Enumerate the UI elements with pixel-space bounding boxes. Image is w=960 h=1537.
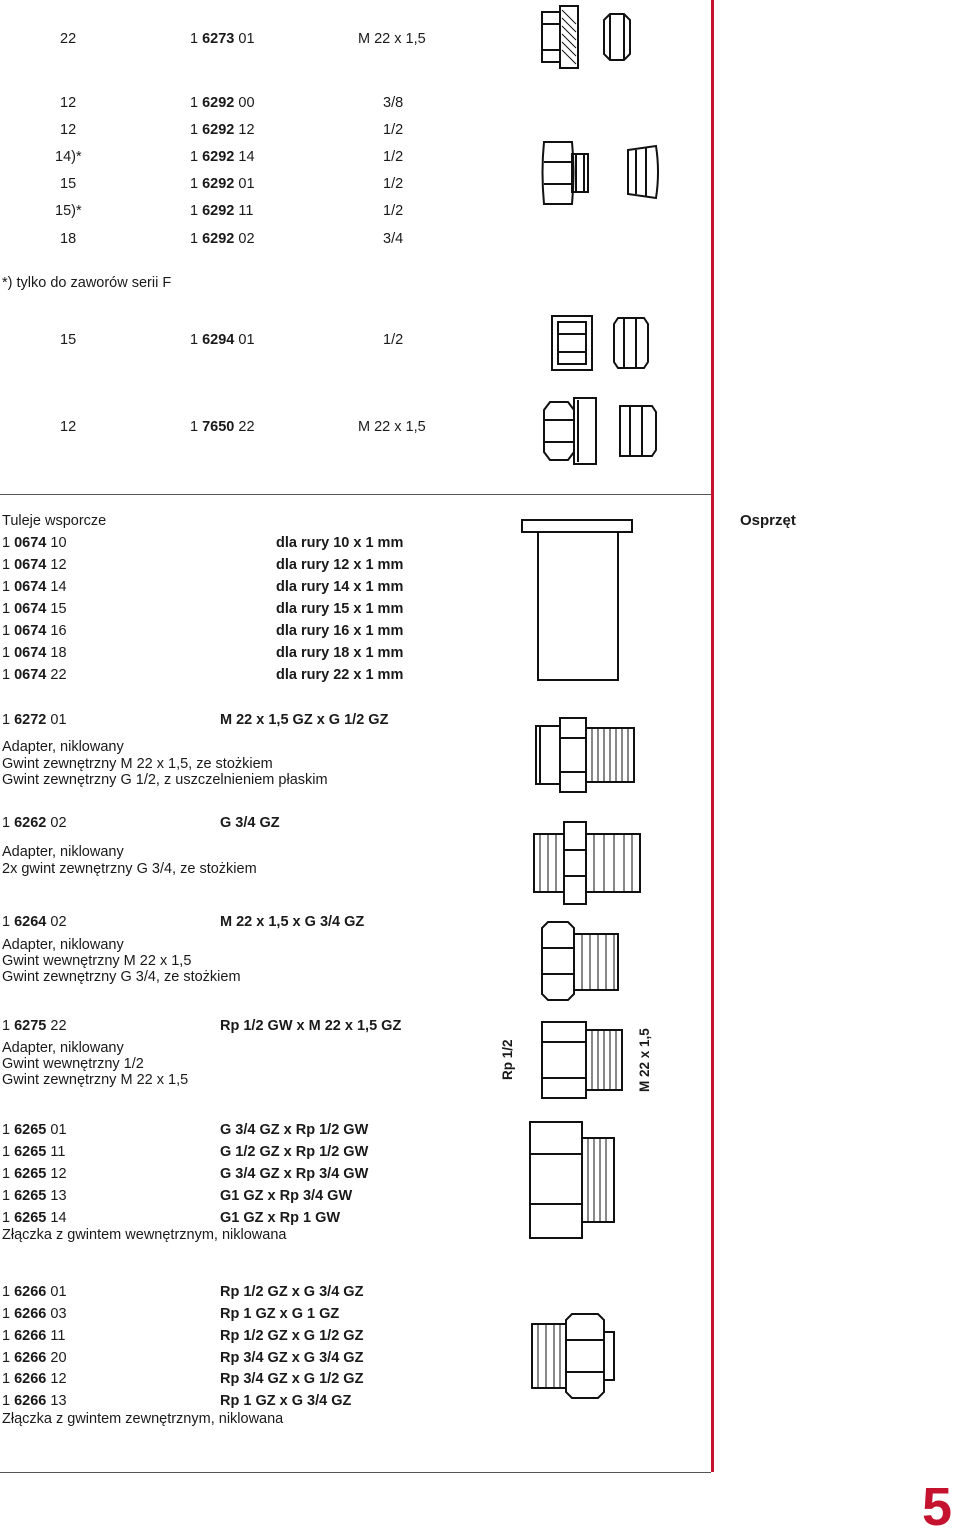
article-code: 1 6265 14: [2, 1210, 67, 1226]
pipe-desc: dla rury 16 x 1 mm: [276, 623, 404, 639]
thread-size: 3/8: [383, 95, 404, 111]
article-code: 1 6262 02: [2, 815, 67, 831]
article-code: 1 6292 00: [190, 95, 255, 111]
spec: G 3/4 GZ x Rp 3/4 GW: [220, 1166, 369, 1182]
pipe-size: 12: [60, 95, 77, 111]
pipe-desc: dla rury 15 x 1 mm: [276, 601, 404, 617]
fitting-drawing-6292: [538, 132, 668, 214]
spec: G1 GZ x Rp 3/4 GW: [220, 1188, 353, 1204]
article-code: 1 6266 11: [2, 1328, 66, 1344]
spec: Rp 1 GZ x G 1 GZ: [220, 1306, 340, 1322]
article-code: 1 6292 01: [190, 176, 255, 192]
coupling-drawing-6266: [528, 1310, 620, 1402]
article-code: 1 6266 01: [2, 1284, 67, 1300]
spec: Rp 1 GZ x G 3/4 GZ: [220, 1393, 352, 1409]
spec: Rp 3/4 GZ x G 3/4 GZ: [220, 1350, 364, 1366]
desc-line: Gwint zewnętrzny G 1/2, z uszczelnieniem płaskim: [2, 772, 328, 788]
thread-size: 3/4: [383, 231, 404, 247]
caption: Złączka z gwintem zewnętrznym, niklowana: [2, 1411, 284, 1427]
spec: G 3/4 GZ x Rp 1/2 GW: [220, 1122, 369, 1138]
thread-size: 1/2: [383, 332, 404, 348]
spec: Rp 1/2 GZ x G 3/4 GZ: [220, 1284, 364, 1300]
article-code: 1 0674 14: [2, 579, 67, 595]
thread-size: 1/2: [383, 149, 404, 165]
article-code: 1 6266 13: [2, 1393, 67, 1409]
article-code: 1 6264 02: [2, 914, 67, 930]
article-code: 1 6292 12: [190, 122, 255, 138]
desc-line: Adapter, niklowany: [2, 1040, 124, 1056]
desc-line: Adapter, niklowany: [2, 844, 124, 860]
adapter-drawing-6264: [536, 918, 636, 1004]
thread-label-right: M 22 x 1,5: [637, 1028, 652, 1092]
desc-line: Gwint zewnętrzny M 22 x 1,5: [2, 1072, 189, 1088]
article-code: 1 6272 01: [2, 712, 67, 728]
pipe-desc: dla rury 18 x 1 mm: [276, 645, 404, 661]
block-title: Tuleje wsporcze: [2, 513, 107, 529]
desc-line: Gwint zewnętrzny M 22 x 1,5, ze stożkiem: [2, 756, 273, 772]
article-code: 1 6292 14: [190, 149, 255, 165]
desc-line: 2x gwint zewnętrzny G 3/4, ze stożkiem: [2, 861, 257, 877]
coupling-drawing-6265: [526, 1118, 620, 1242]
bottom-rule: [0, 1472, 711, 1473]
spec: G 1/2 GZ x Rp 1/2 GW: [220, 1144, 369, 1160]
desc-line: Gwint wewnętrzny 1/2: [2, 1056, 144, 1072]
thread-label-left: Rp 1/2: [500, 1039, 515, 1080]
pipe-size: 15: [60, 176, 77, 192]
support-sleeve-drawing: [520, 518, 634, 684]
article-code: 1 6266 20: [2, 1350, 67, 1366]
article-code: 1 6265 13: [2, 1188, 67, 1204]
article-code: 1 0674 18: [2, 645, 67, 661]
desc-line: Gwint wewnętrzny M 22 x 1,5: [2, 953, 192, 969]
pipe-size: 22: [60, 31, 77, 47]
fitting-drawing-7650: [540, 396, 670, 464]
pipe-size: 12: [60, 419, 77, 435]
article-code: 1 0674 22: [2, 667, 67, 683]
spec: G1 GZ x Rp 1 GW: [220, 1210, 341, 1226]
article-code: 1 6294 01: [190, 332, 255, 348]
pipe-size: 15: [60, 332, 77, 348]
article-code: 1 6292 02: [190, 231, 255, 247]
section-divider: [0, 494, 711, 495]
pipe-size: 15)*: [55, 203, 82, 219]
article-code: 1 6265 01: [2, 1122, 67, 1138]
thread-size: M 22 x 1,5: [358, 419, 426, 435]
article-code: 1 6275 22: [2, 1018, 67, 1034]
desc-line: Adapter, niklowany: [2, 937, 124, 953]
article-code: 1 6265 11: [2, 1144, 66, 1160]
footnote: *) tylko do zaworów serii F: [2, 275, 172, 291]
pipe-desc: dla rury 14 x 1 mm: [276, 579, 404, 595]
fitting-drawing-6294: [548, 312, 658, 374]
pipe-size: 18: [60, 231, 77, 247]
spec: M 22 x 1,5 x G 3/4 GZ: [220, 914, 365, 930]
adapter-drawing-6262: [530, 820, 646, 906]
pipe-size: 14)*: [55, 149, 82, 165]
article-code: 1 6292 11: [190, 203, 254, 219]
thread-size: M 22 x 1,5: [358, 31, 426, 47]
thread-size: 1/2: [383, 203, 404, 219]
pipe-desc: dla rury 22 x 1 mm: [276, 667, 404, 683]
adapter-drawing-6272: [532, 714, 642, 794]
spec: Rp 1/2 GZ x G 1/2 GZ: [220, 1328, 364, 1344]
caption: Złączka z gwintem wewnętrznym, niklowana: [2, 1227, 287, 1243]
pipe-desc: dla rury 10 x 1 mm: [276, 535, 404, 551]
fitting-drawing-6273: [538, 4, 638, 70]
article-code: 1 0674 15: [2, 601, 67, 617]
spec: Rp 3/4 GZ x G 1/2 GZ: [220, 1371, 364, 1387]
article-code: 1 0674 12: [2, 557, 67, 573]
spec: G 3/4 GZ: [220, 815, 280, 831]
spec: M 22 x 1,5 GZ x G 1/2 GZ: [220, 712, 389, 728]
desc-line: Adapter, niklowany: [2, 739, 124, 755]
pipe-desc: dla rury 12 x 1 mm: [276, 557, 404, 573]
article-code: 1 6266 12: [2, 1371, 67, 1387]
article-code: 1 0674 10: [2, 535, 67, 551]
spec: Rp 1/2 GW x M 22 x 1,5 GZ: [220, 1018, 402, 1034]
adapter-drawing-6275: [538, 1020, 628, 1100]
article-code: 1 6266 03: [2, 1306, 67, 1322]
article-code: 1 6265 12: [2, 1166, 67, 1182]
thread-size: 1/2: [383, 176, 404, 192]
page-number: 5: [921, 1477, 952, 1537]
article-code: 1 0674 16: [2, 623, 67, 639]
section-label: Osprzęt: [740, 512, 796, 529]
red-margin-rule: [711, 0, 714, 1472]
article-code: 1 6273 01: [190, 31, 255, 47]
article-code: 1 7650 22: [190, 419, 255, 435]
thread-size: 1/2: [383, 122, 404, 138]
desc-line: Gwint zewnętrzny G 3/4, ze stożkiem: [2, 969, 241, 985]
pipe-size: 12: [60, 122, 77, 138]
